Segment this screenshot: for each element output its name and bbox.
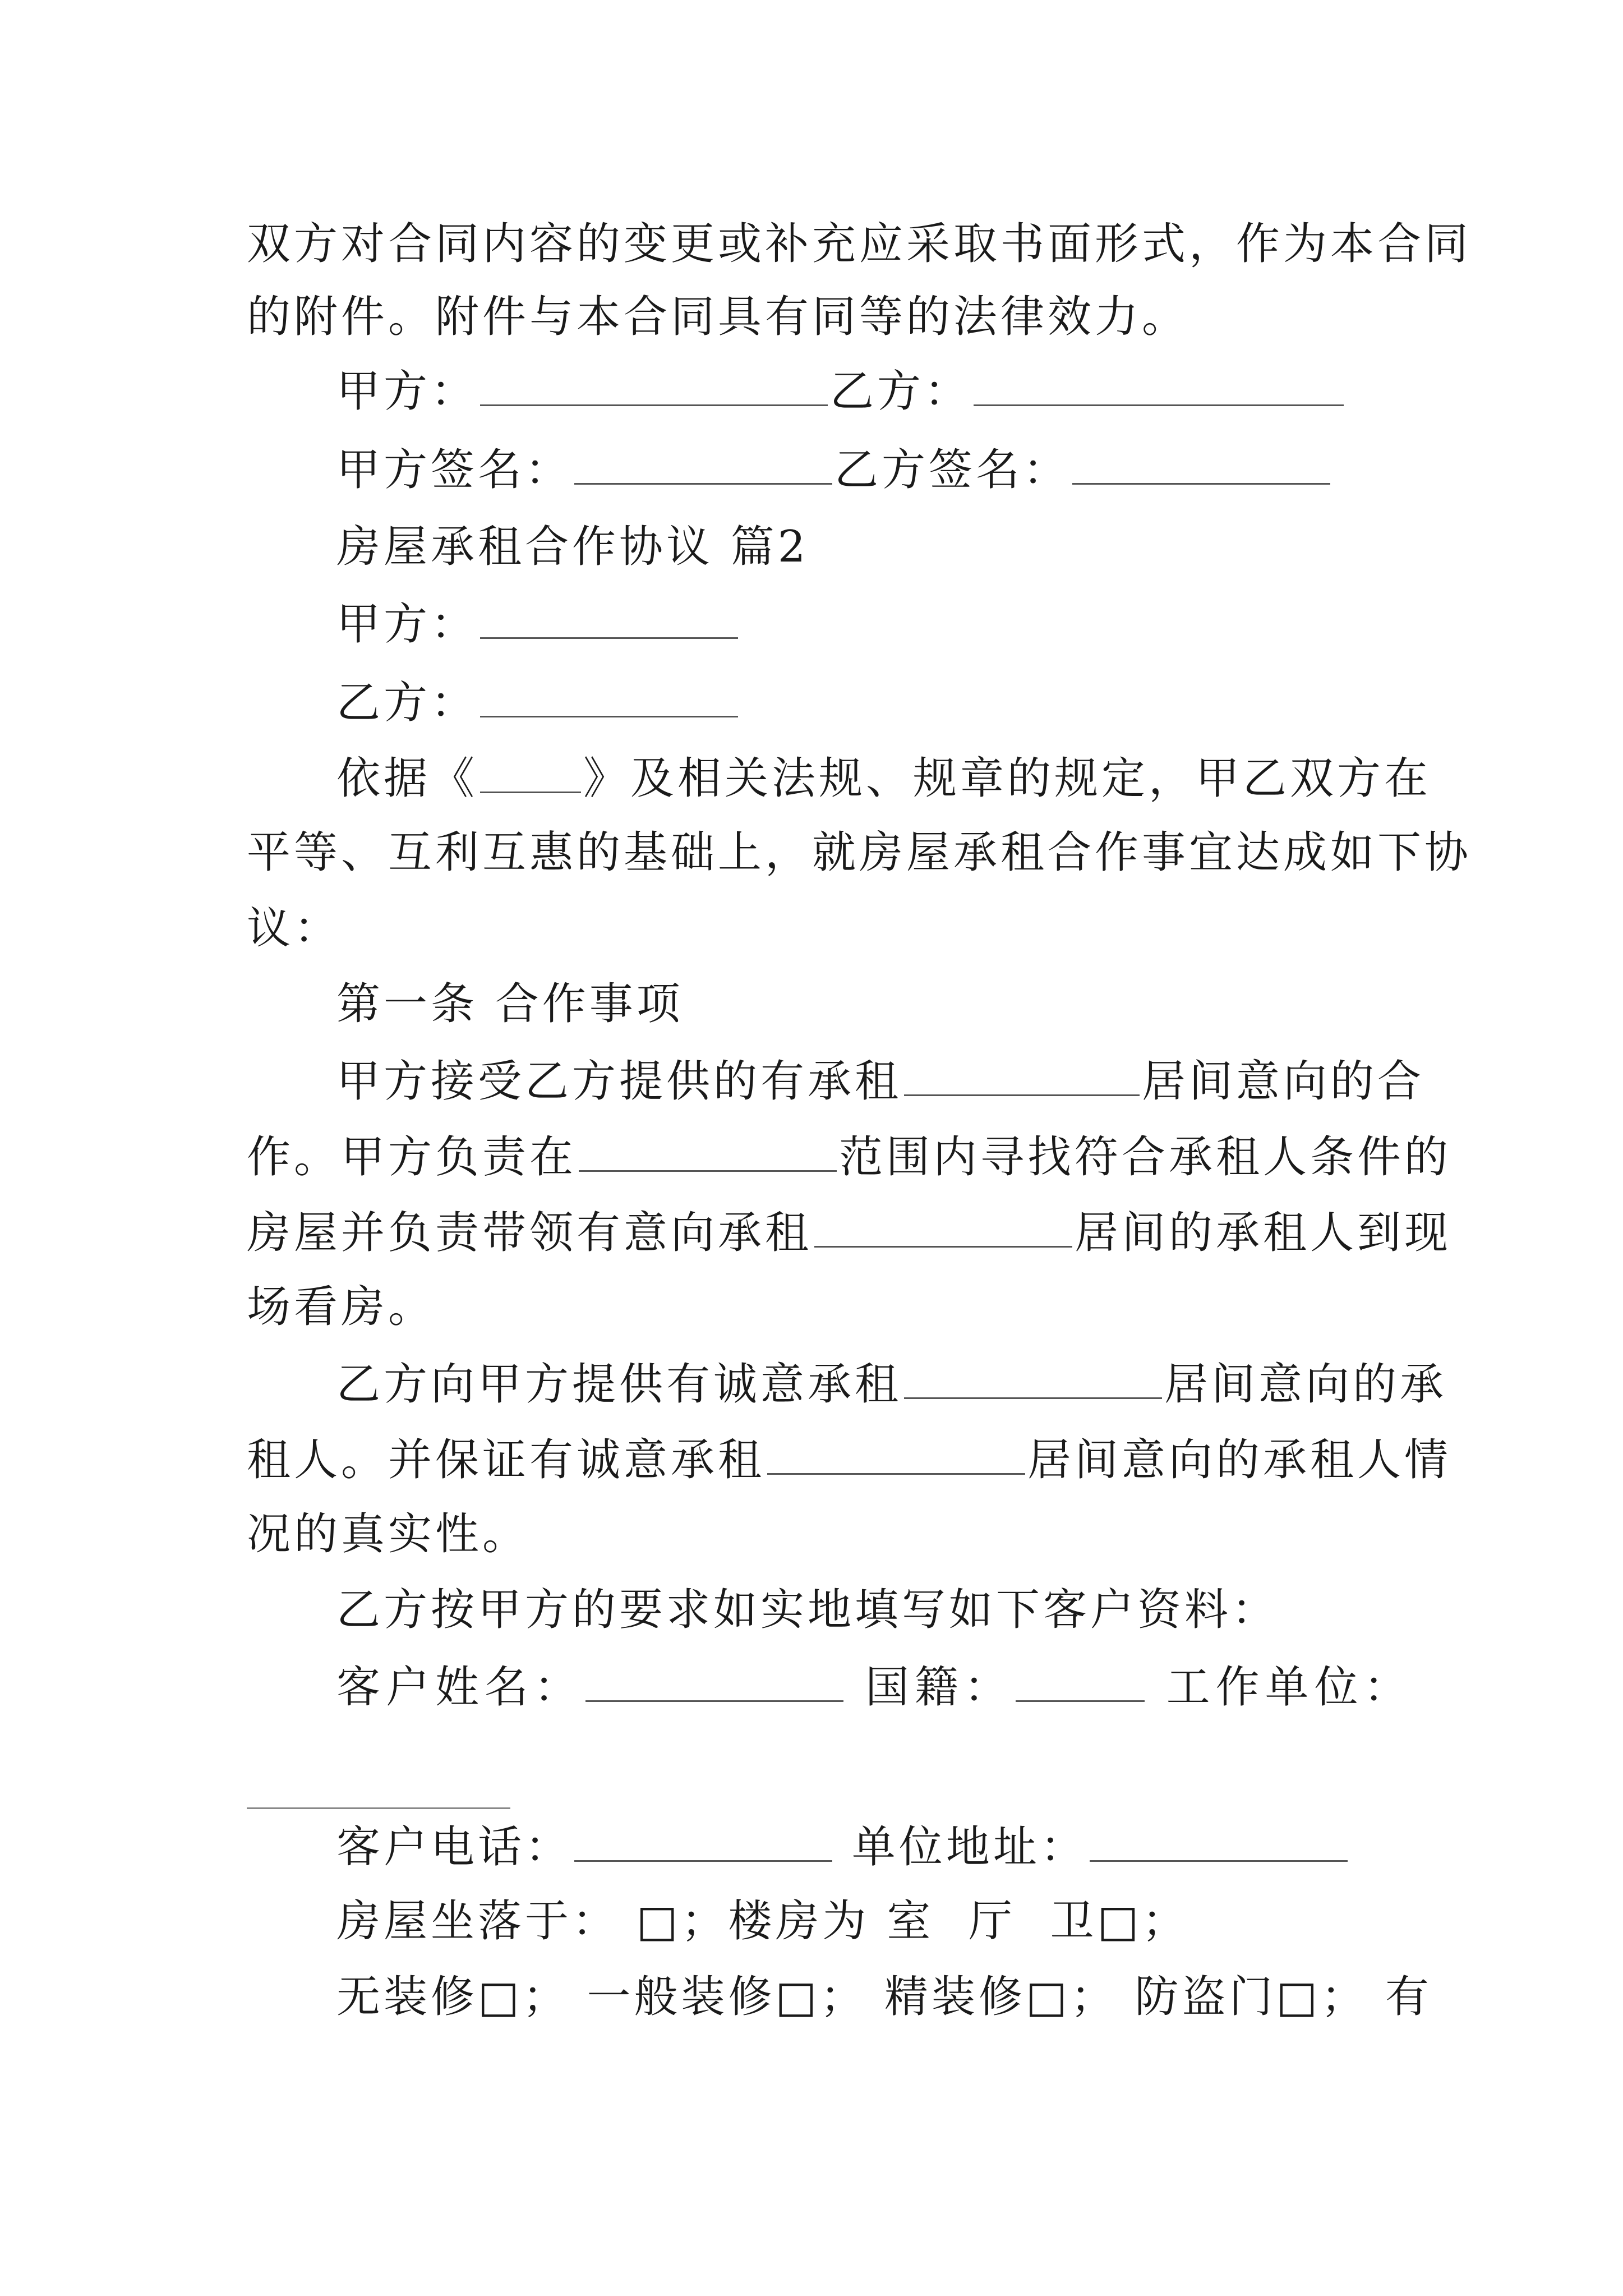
- text: 居间的承租人到现: [1075, 1208, 1452, 1258]
- location-label: 房屋坐落于：: [336, 1896, 620, 1947]
- paragraph-line: 的附件。附件与本合同具有同等的法律效力。: [247, 292, 1189, 342]
- fill-blank: [767, 1430, 1025, 1475]
- party-a-label: 甲方：: [336, 599, 478, 650]
- text: ；楼房为: [681, 1896, 870, 1947]
- client-name-label: 客户姓名：: [336, 1662, 584, 1713]
- paragraph-line: 乙方按甲方的要求如实地填写如下客户资料：: [336, 1585, 1279, 1635]
- text: 有: [1385, 1972, 1433, 2022]
- party-b-label: 乙方：: [830, 366, 972, 417]
- party-b-line: [336, 673, 1385, 729]
- law-name-blank: [480, 749, 581, 793]
- fill-blank: [579, 1128, 837, 1172]
- article-heading: 第一条 合作事项: [336, 979, 684, 1029]
- text: 租人。并保证有诚意承租: [247, 1435, 766, 1485]
- text: 居间意向的承租人情: [1027, 1435, 1452, 1485]
- text: 卫: [1050, 1896, 1098, 1947]
- paragraph-line: 况的真实性。: [247, 1509, 530, 1559]
- unit-address-label: 单位地址：: [851, 1822, 1087, 1872]
- normal-decoration-option[interactable]: 一般装修□；: [587, 1972, 868, 2022]
- signature-line: [336, 440, 1385, 496]
- party-a-label: 甲方：: [336, 366, 478, 417]
- party-b-blank: [974, 362, 1344, 406]
- paragraph-line: 平等、互利互惠的基础上，就房屋承租合作事宜达成如下协: [247, 827, 1472, 878]
- no-decoration-option[interactable]: 无装修□；: [336, 1972, 570, 2022]
- paragraph-line: [247, 1430, 1452, 1487]
- party-a-blank: [480, 595, 738, 639]
- unit-address-blank: [1090, 1818, 1348, 1862]
- house-location-line: [336, 1893, 1385, 1949]
- text: 厅: [968, 1896, 1016, 1947]
- text: ；: [1142, 1896, 1189, 1947]
- paragraph-line: 双方对合同内容的变更或补充应采取书面形式，作为本合同: [247, 219, 1472, 269]
- party-b-label: 乙方：: [336, 678, 478, 728]
- sign-a-label: 甲方签名：: [336, 445, 573, 495]
- client-info-line: [336, 1658, 1413, 1714]
- party-b-blank: [480, 673, 738, 717]
- nationality-label: 国籍：: [865, 1662, 1013, 1713]
- sign-a-blank: [574, 440, 832, 485]
- work-unit-label: 工作单位：: [1166, 1662, 1413, 1713]
- party-a-line: [336, 595, 1385, 651]
- paragraph-line: 场看房。: [247, 1282, 436, 1332]
- fill-blank: [904, 1052, 1140, 1096]
- paragraph-line: [336, 1052, 1425, 1108]
- section-heading: 房屋承租合作协议 篇2: [336, 522, 809, 572]
- text: 范围内寻找符合承租人条件的: [839, 1132, 1452, 1182]
- text: 居间意向的合: [1142, 1056, 1425, 1107]
- sign-b-label: 乙方签名：: [834, 445, 1071, 495]
- client-contact-line: [336, 1818, 1385, 1874]
- nationality-blank: [1016, 1658, 1145, 1702]
- client-name-blank: [585, 1658, 843, 1702]
- text: 乙方向甲方提供有诚意承租: [336, 1359, 902, 1410]
- paragraph-line: [247, 1203, 1452, 1259]
- paragraph-line: 议：: [247, 903, 342, 954]
- basis-pre: 依据《: [336, 753, 478, 804]
- decoration-line: [336, 1969, 1433, 2025]
- checkbox-icon[interactable]: □: [636, 1896, 681, 1947]
- fill-blank: [814, 1203, 1072, 1248]
- security-door-option[interactable]: 防盗门□；: [1135, 1972, 1368, 2022]
- phone-label: 客户电话：: [336, 1822, 573, 1872]
- party-line: [336, 362, 1385, 418]
- phone-blank: [574, 1818, 832, 1862]
- paragraph-line: [336, 1355, 1447, 1411]
- fine-decoration-option[interactable]: 精装修□；: [884, 1972, 1118, 2022]
- checkbox-icon[interactable]: □: [1097, 1896, 1142, 1947]
- text: 室: [887, 1896, 934, 1947]
- text: 房屋并负责带领有意向承租: [247, 1208, 813, 1258]
- text: 居间意向的承: [1164, 1359, 1447, 1410]
- text: 甲方接受乙方提供的有承租: [336, 1056, 902, 1107]
- fill-blank: [904, 1355, 1162, 1399]
- sign-b-blank: [1072, 440, 1330, 485]
- work-unit-blank: [247, 1807, 510, 1809]
- paragraph-line: [336, 749, 1432, 805]
- basis-post: 》及相关法规、规章的规定，甲乙双方在: [583, 753, 1432, 804]
- party-a-blank: [480, 362, 828, 406]
- paragraph-line: [247, 1128, 1452, 1184]
- text: 作。甲方负责在: [247, 1132, 577, 1182]
